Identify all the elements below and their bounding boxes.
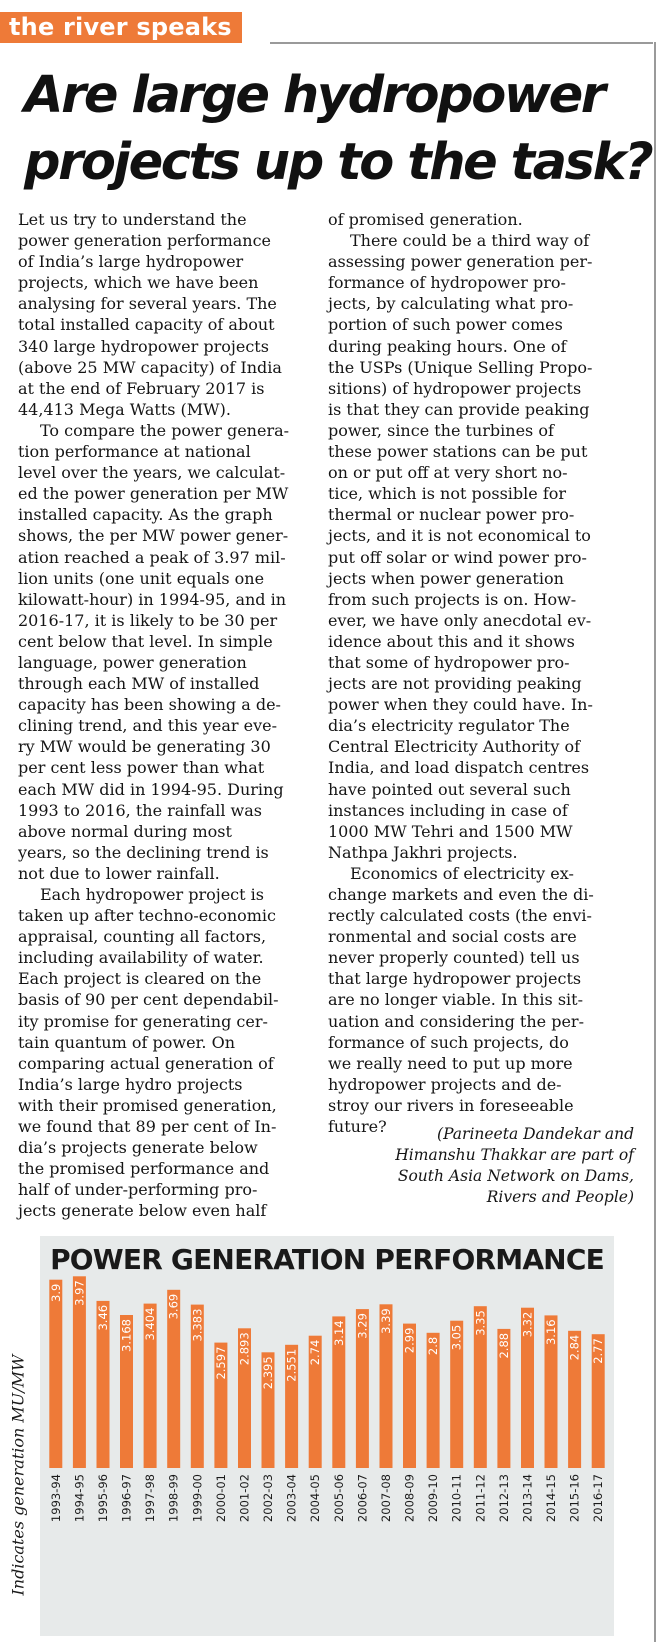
article-text-line: (above 25 MW capacity) of India <box>18 357 282 377</box>
x-tick-label: 2013-14 <box>520 1474 535 1523</box>
article-text-line: appraisal, counting all factors, <box>18 927 267 947</box>
chart-title: POWER GENERATION PERFORMANCE <box>50 1243 604 1276</box>
article-text-line: capacity has been showing a de- <box>18 695 281 715</box>
article-text-line: put off solar or wind power pro- <box>328 547 587 567</box>
x-tick-label: 2001-02 <box>237 1474 252 1523</box>
article-text-line: from such projects is on. How- <box>328 589 577 609</box>
article-text-line: ity promise for generating cer- <box>18 1011 268 1031</box>
article-text-line: tain quantum of power. On <box>18 1032 236 1052</box>
article-text-line: assessing power generation per- <box>328 252 593 272</box>
bar-value-label: 3.168 <box>119 1319 134 1352</box>
article-text-line: formance of hydropower pro- <box>328 273 566 293</box>
article-text-line: installed capacity. As the graph <box>18 505 273 525</box>
article-text-line: language, power generation <box>18 652 247 672</box>
article-text-line: jects, and it is not economical to <box>328 526 591 546</box>
x-tick-label: 2014-15 <box>544 1474 558 1523</box>
article-text-line: dia’s projects generate below <box>18 1138 258 1158</box>
x-tick-label: 2007-08 <box>379 1474 393 1523</box>
article-text-line: Let us try to understand the <box>18 210 247 229</box>
bar-value-label: 2.74 <box>308 1339 323 1366</box>
article-text-line: power when they could have. In- <box>328 695 593 715</box>
article-text-line: analysing for several years. The <box>18 294 277 314</box>
article-text-line: 44,413 Mega Watts (MW). <box>18 399 231 419</box>
bar-value-label: 3.97 <box>72 1280 87 1306</box>
article-text-line: these power stations can be put <box>328 442 588 462</box>
article-text-line: the promised performance and <box>18 1159 270 1179</box>
article-text-line: half of under-performing pro- <box>18 1180 258 1200</box>
bar-value-label: 2.893 <box>237 1332 252 1366</box>
bar-value-label: 3.46 <box>96 1304 110 1331</box>
x-tick-label: 2003-04 <box>284 1474 299 1523</box>
bar-value-label: 2.395 <box>261 1356 275 1390</box>
article-text-line: ever, we have only anecdotal ev- <box>328 610 592 630</box>
bar-value-label: 3.05 <box>449 1324 464 1351</box>
bar-value-label: 3.9 <box>48 1283 63 1302</box>
headline-line-2: projects up to the task? <box>24 133 652 192</box>
article-text-line: India, and load dispatch centres <box>328 758 590 778</box>
bar-value-label: 2.88 <box>496 1332 511 1359</box>
x-tick-label: 1993-94 <box>48 1474 63 1523</box>
article-text-line: ry MW would be generating 30 <box>18 737 271 757</box>
chart-y-axis-label-text: Indicates generation MU/MW <box>8 1354 28 1596</box>
article-text-line: with their promised generation, <box>18 1095 277 1115</box>
article-text-line: of India’s large hydropower <box>18 252 244 272</box>
article-text-line: we found that 89 per cent of In- <box>18 1117 277 1137</box>
x-tick-label: 2008-09 <box>402 1474 417 1523</box>
headline-line-1: Are large hydropower <box>24 66 604 125</box>
article-text-line: per cent less power than what <box>18 758 265 778</box>
article-text-line: 1000 MW Tehri and 1500 MW <box>328 821 573 841</box>
article-text-line: There could be a third way of <box>350 231 590 251</box>
bar-value-label: 3.383 <box>190 1308 205 1342</box>
article-text-line: jects, by calculating what pro- <box>328 294 574 314</box>
x-tick-label: 2005-06 <box>331 1474 346 1523</box>
article-text-line: the USPs (Unique Selling Propo- <box>328 357 593 377</box>
x-tick-label: 1997-98 <box>143 1474 158 1523</box>
bar-value-label: 3.16 <box>544 1319 558 1346</box>
article-text-line: Central Electricity Authority of <box>328 737 580 757</box>
article-text-line: at the end of February 2017 is <box>18 378 265 398</box>
credit-line: (Parineeta Dandekar and <box>437 1125 634 1143</box>
article-text-line: Each project is cleared on the <box>18 969 262 989</box>
article-text-line: lion units (one unit equals one <box>18 568 265 588</box>
article-text-line: idence about this and it shows <box>328 631 575 651</box>
article-text-line: clining trend, and this year eve- <box>18 716 277 736</box>
x-tick-label: 2004-05 <box>308 1474 323 1523</box>
x-tick-label: 2000-01 <box>213 1474 228 1523</box>
article-text-line: through each MW of installed <box>18 674 260 694</box>
article-text-line: level over the years, we calculat- <box>18 463 286 483</box>
article-text-line: Nathpa Jakhri projects. <box>328 842 518 862</box>
article-text-line: change markets and even the di- <box>328 885 594 904</box>
article-text-line: 340 large hydropower projects <box>18 336 269 356</box>
article-text-line: power generation performance <box>18 231 272 251</box>
article-text-line: thermal or nuclear power pro- <box>328 505 575 525</box>
bar-value-label: 3.14 <box>331 1320 346 1347</box>
article-text-line: To compare the power genera- <box>40 420 290 440</box>
article-text-line: that large hydropower projects <box>328 969 582 989</box>
article-text-line: stroy our rivers in foreseeable <box>328 1095 574 1115</box>
article-text-line: during peaking hours. One of <box>328 336 567 356</box>
x-tick-label: 1995-96 <box>96 1474 110 1523</box>
x-tick-label: 2010-11 <box>449 1474 464 1523</box>
bar-value-label: 2.551 <box>284 1348 299 1382</box>
bar-value-label: 3.69 <box>166 1293 181 1320</box>
article-text-line: dia’s electricity regulator The <box>328 716 570 736</box>
article-text-line: projects, which we have been <box>18 273 259 293</box>
bar-value-label: 2.597 <box>213 1346 228 1380</box>
credit-line: South Asia Network on Dams, <box>397 1167 634 1185</box>
article-text-line: above normal during most <box>18 821 232 841</box>
bar-value-label: 2.99 <box>402 1327 417 1354</box>
bar-value-label: 3.29 <box>355 1313 370 1339</box>
x-tick-label: 1994-95 <box>72 1474 87 1523</box>
article-text-line: rectly calculated costs (the envi- <box>328 906 592 926</box>
article-text-line: Economics of electricity ex- <box>350 863 574 883</box>
article-text-line: jects are not providing peaking <box>328 674 582 694</box>
article-text-line: years, so the declining trend is <box>18 842 269 862</box>
article-text-line: future? <box>328 1117 387 1137</box>
article-text-line: instances including in case of <box>328 800 568 820</box>
article-text-line: hydropower projects and de- <box>328 1074 562 1094</box>
article-text-line: we really need to put up more <box>328 1053 573 1073</box>
article-text-line: total installed capacity of about <box>18 315 275 335</box>
article-text-line: sitions) of hydropower projects <box>328 378 582 398</box>
x-tick-label: 2002-03 <box>261 1474 275 1523</box>
bar-value-label: 2.84 <box>567 1334 582 1361</box>
bar-value-label: 3.39 <box>379 1308 393 1334</box>
article-text-line: have pointed out several such <box>328 779 571 799</box>
article-text-line: cent below that level. In simple <box>18 631 273 651</box>
bar-1993-94 <box>49 1280 62 1468</box>
article-text-line: on or put off at very short no- <box>328 463 568 483</box>
section-tag: the river speaks <box>0 12 242 43</box>
x-tick-label: 2012-13 <box>496 1474 511 1523</box>
article-text-line: power, since the turbines of <box>328 420 554 440</box>
article-text-line: 2016-17, it is likely to be 30 per <box>18 610 278 630</box>
article-text-line: shows, the per MW power gener- <box>18 526 289 546</box>
x-tick-label: 1999-00 <box>190 1474 205 1523</box>
x-tick-label: 1996-97 <box>119 1474 134 1523</box>
article-text-line: ed the power generation per MW <box>18 484 289 504</box>
article-text-line: are no longer viable. In this sit- <box>328 990 583 1010</box>
article-text-line: ation reached a peak of 3.97 mil- <box>18 547 286 567</box>
credit-line: Himanshu Thakkar are part of <box>395 1146 634 1164</box>
article-text-line: each MW did in 1994-95. During <box>18 779 284 799</box>
article-text-line: India’s large hydro projects <box>18 1074 243 1094</box>
bar-value-label: 3.32 <box>520 1311 535 1338</box>
x-tick-label: 2009-10 <box>426 1474 441 1523</box>
article-text-line: ronmental and social costs are <box>328 927 577 947</box>
article-text-line: of promised generation. <box>328 210 523 229</box>
article-text-line: taken up after techno-economic <box>18 906 277 926</box>
article-text-line: tice, which is not possible for <box>328 484 567 504</box>
article-text-line: jects generate below even half <box>18 1201 267 1221</box>
bar-value-label: 3.404 <box>143 1307 158 1341</box>
article-text-line: tion performance at national <box>18 442 251 462</box>
bar-value-label: 2.77 <box>591 1338 606 1364</box>
x-tick-label: 1998-99 <box>166 1474 181 1523</box>
article-text-line: portion of such power comes <box>328 315 563 335</box>
bar-value-label: 3.35 <box>473 1310 488 1336</box>
article-text-line: formance of such projects, do <box>328 1032 569 1052</box>
x-tick-label: 2016-17 <box>591 1474 606 1523</box>
article-text-line: jects when power generation <box>328 568 564 588</box>
article-text-line: that some of hydropower pro- <box>328 652 570 672</box>
article-text-line: comparing actual generation of <box>18 1053 274 1073</box>
credit-line: Rivers and People) <box>486 1188 634 1206</box>
article-text-line: 1993 to 2016, the rainfall was <box>18 800 262 820</box>
article-text-line: is that they can provide peaking <box>328 399 590 419</box>
article-text-line: uation and considering the per- <box>328 1011 584 1031</box>
article-text-line: not due to lower rainfall. <box>18 863 220 883</box>
article-text-line: never properly counted) tell us <box>328 948 580 968</box>
x-tick-label: 2011-12 <box>473 1474 488 1523</box>
article-text-line: Each hydropower project is <box>40 885 264 904</box>
article-text-line: including availability of water. <box>18 948 264 968</box>
x-tick-label: 2006-07 <box>355 1474 370 1523</box>
article-text-line: kilowatt-hour) in 1994-95, and in <box>18 589 287 609</box>
article-text-line: basis of 90 per cent dependabil- <box>18 990 279 1010</box>
bar-value-label: 2.8 <box>426 1336 441 1356</box>
x-tick-label: 2015-16 <box>567 1474 582 1523</box>
